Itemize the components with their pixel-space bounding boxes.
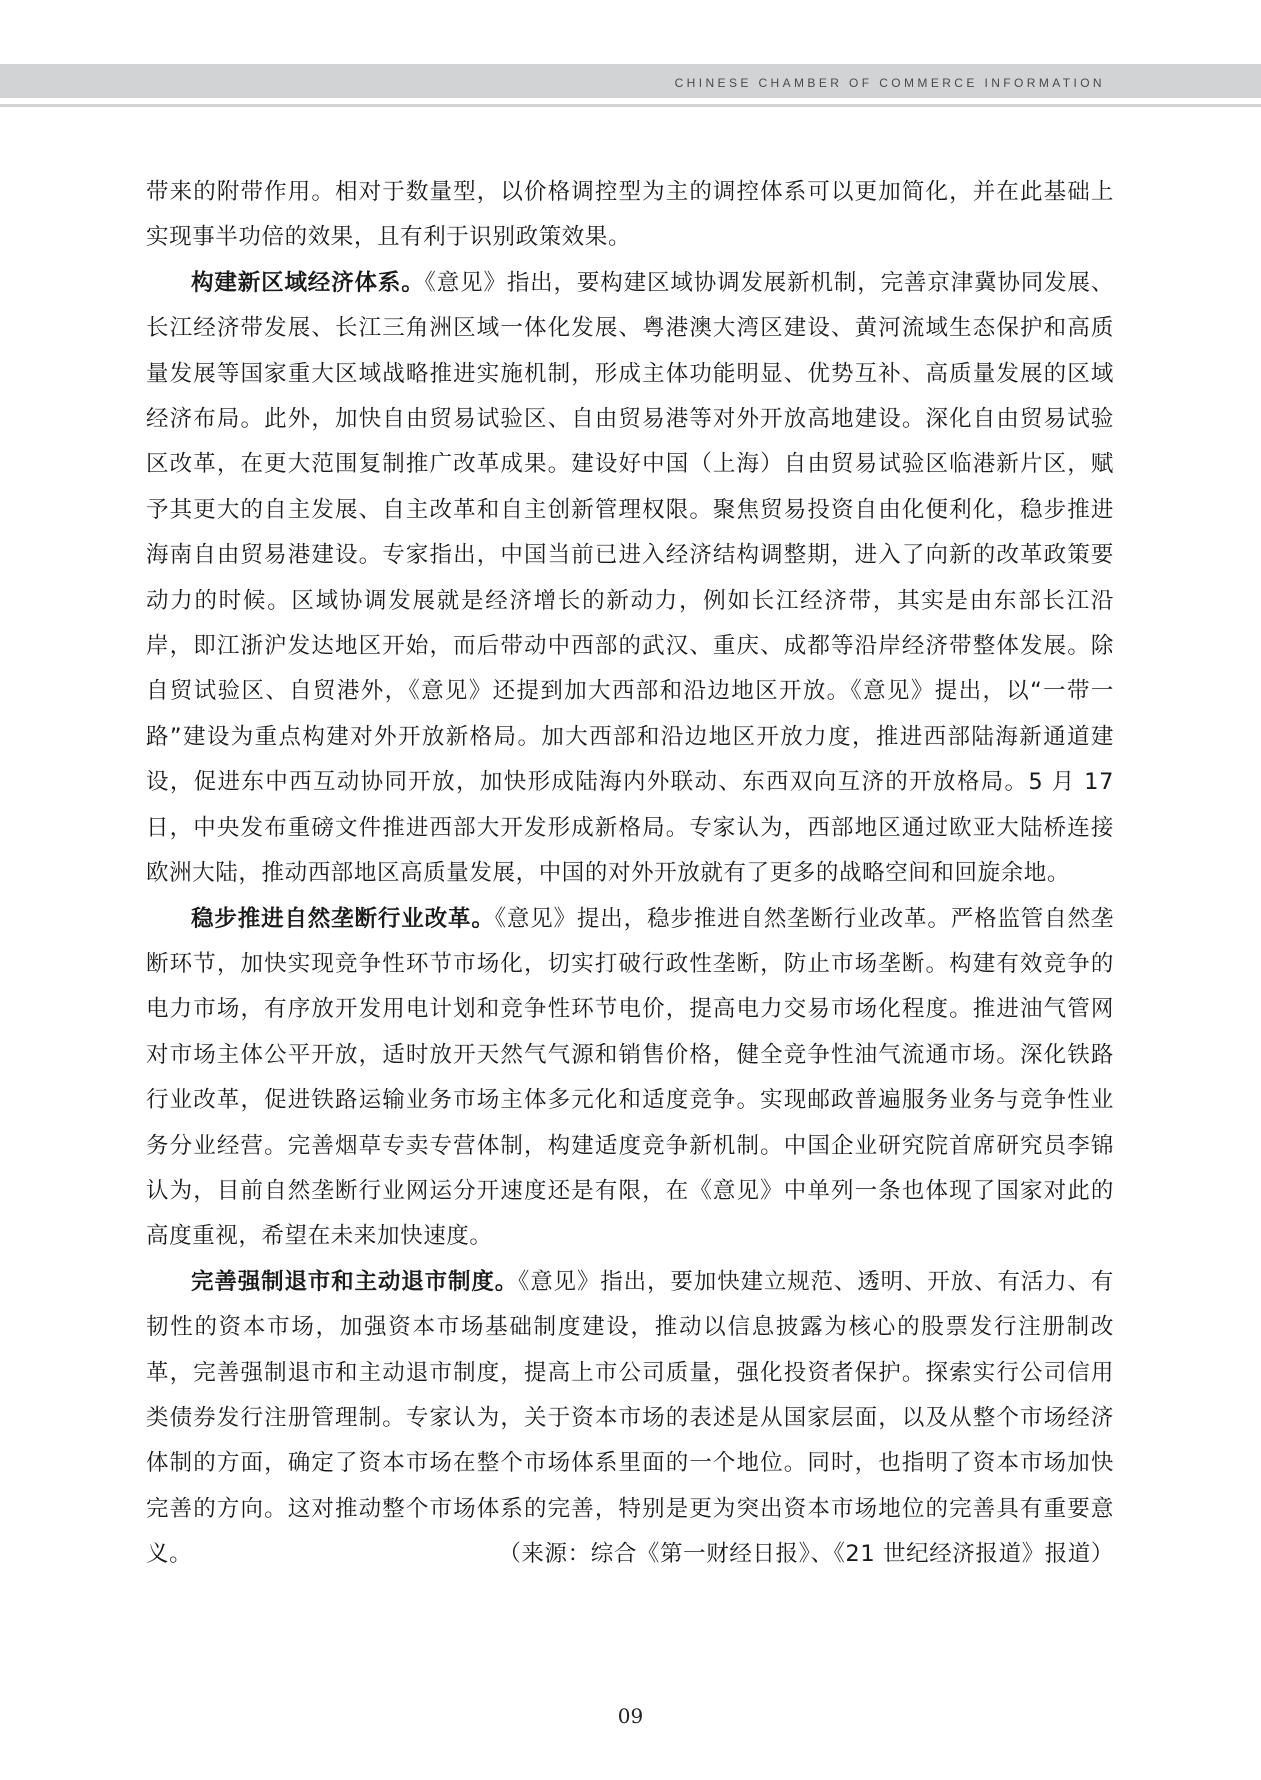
paragraph-heading: 完善强制退市和主动退市制度。 [191, 1268, 519, 1295]
paragraph-heading: 稳步推进自然垄断行业改革。 [191, 905, 495, 932]
paragraph-intro-continuation [146, 170, 1114, 261]
paragraph-text: 《意见》指出，要构建区域协调发展新机制，完善京津冀协同发展、长江经济带发展、长江三角洲区域一体化发展、粤港澳大湾区建设、黄河流域生态保护和高质量发展等国家重大区域战略推进实施机制，形成主体功能明显、优势互补、高质量发展的区域经济布局。此外，加快自由贸易试验区、自由贸易港等对外开放高地建设。深化自由贸易试验区改革，在更大范围复制推广改革成果。建设好中国（上海）自由贸易试验区临港新片区，赋予其更大的自主发展、自主改革和自主创新管理权限。聚焦贸易投资自由化便利化，稳步推进海南自由贸易港建设。专家指出，中国当前已进入经济结构调整期，进入了向新的改革政策要动力的时候。区域协调发展就是经济增长的新动力，例如长江经济带，其实是由东部长江沿岸，即江浙沪发达地区开始，而后带动中西部的武汉、重庆、成都等沿岸经济带整体发展。除自贸试验区、自贸港外，《意见》还提到加大西部和沿边地区开放。《意见》提出，以“一带一路”建设为重点构建对外开放新格局。加大西部和沿边地区开放力度，推进西部陆海新通道建设，促进东中西互动协同开放，加快形成陆海内外联动、东西双向互济的开放格局。5 月 17 日，中央发布重磅文件推进西部大开发形成新格局。专家认为，西部地区通过欧亚大陆桥连接欧洲大陆，推动西部地区高质量发展，中国的对外开放就有了更多的战略空间和回旋余地。 [146, 269, 1114, 887]
paragraph-text: 《意见》指出，要加快建立规范、透明、开放、有活力、有韧性的资本市场，加强资本市场基础制度建设，推动以信息披露为核心的股票发行注册制改革，完善强制退市和主动退市制度，提高上市公司质量，强化投资者保护。探索实行公司信用类债券发行注册管理制。专家认为，关于资本市场的表述是从国家层面，以及从整个市场经济体制的方面，确定了资本市场在整个市场体系里面的一个地位。同时，也指明了资本市场加快完善的方向。这对推动整个市场体系的完善，特别是更为突出资本市场地位的完善具有重要意义。 [146, 1268, 1114, 1568]
header-rule [0, 104, 1261, 107]
article-body [146, 170, 1114, 1578]
source-citation: （来源：综合《第一财经日报》、《21 世纪经济报道》报道） [498, 1541, 1114, 1568]
paragraph-delisting [146, 1260, 1114, 1578]
paragraph-text: 《意见》提出，稳步推进自然垄断行业改革。严格监管自然垄断环节，加快实现竞争性环节市场化，切实打破行政性垄断，防止市场垄断。构建有效竞争的电力市场，有序放开发用电计划和竞争性环节电价，提高电力交易市场化程度。推进油气管网对市场主体公平开放，适时放开天然气气源和销售价格，健全竞争性油气流通市场。深化铁路行业改革，促进铁路运输业务市场主体多元化和适度竞争。实现邮政普遍服务业务与竞争性业务分业经营。完善烟草专卖专营体制，构建适度竞争新机制。中国企业研究院首席研究员李锦认为，目前自然垄断行业网运分开速度还是有限，在《意见》中单列一条也体现了国家对此的高度重视，希望在未来加快速度。 [146, 905, 1114, 1250]
paragraph-natural-monopoly [146, 897, 1114, 1260]
paragraph-regional-economy [146, 261, 1114, 897]
page-number: 09 [617, 1704, 644, 1728]
running-header: CHINESE CHAMBER OF COMMERCE INFORMATION [674, 76, 1105, 90]
paragraph-heading: 构建新区域经济体系。 [191, 269, 425, 296]
paragraph-text: 带来的附带作用。相对于数量型，以价格调控型为主的调控体系可以更加简化，并在此基础上实现事半功倍的效果，且有利于识别政策效果。 [146, 179, 1114, 251]
